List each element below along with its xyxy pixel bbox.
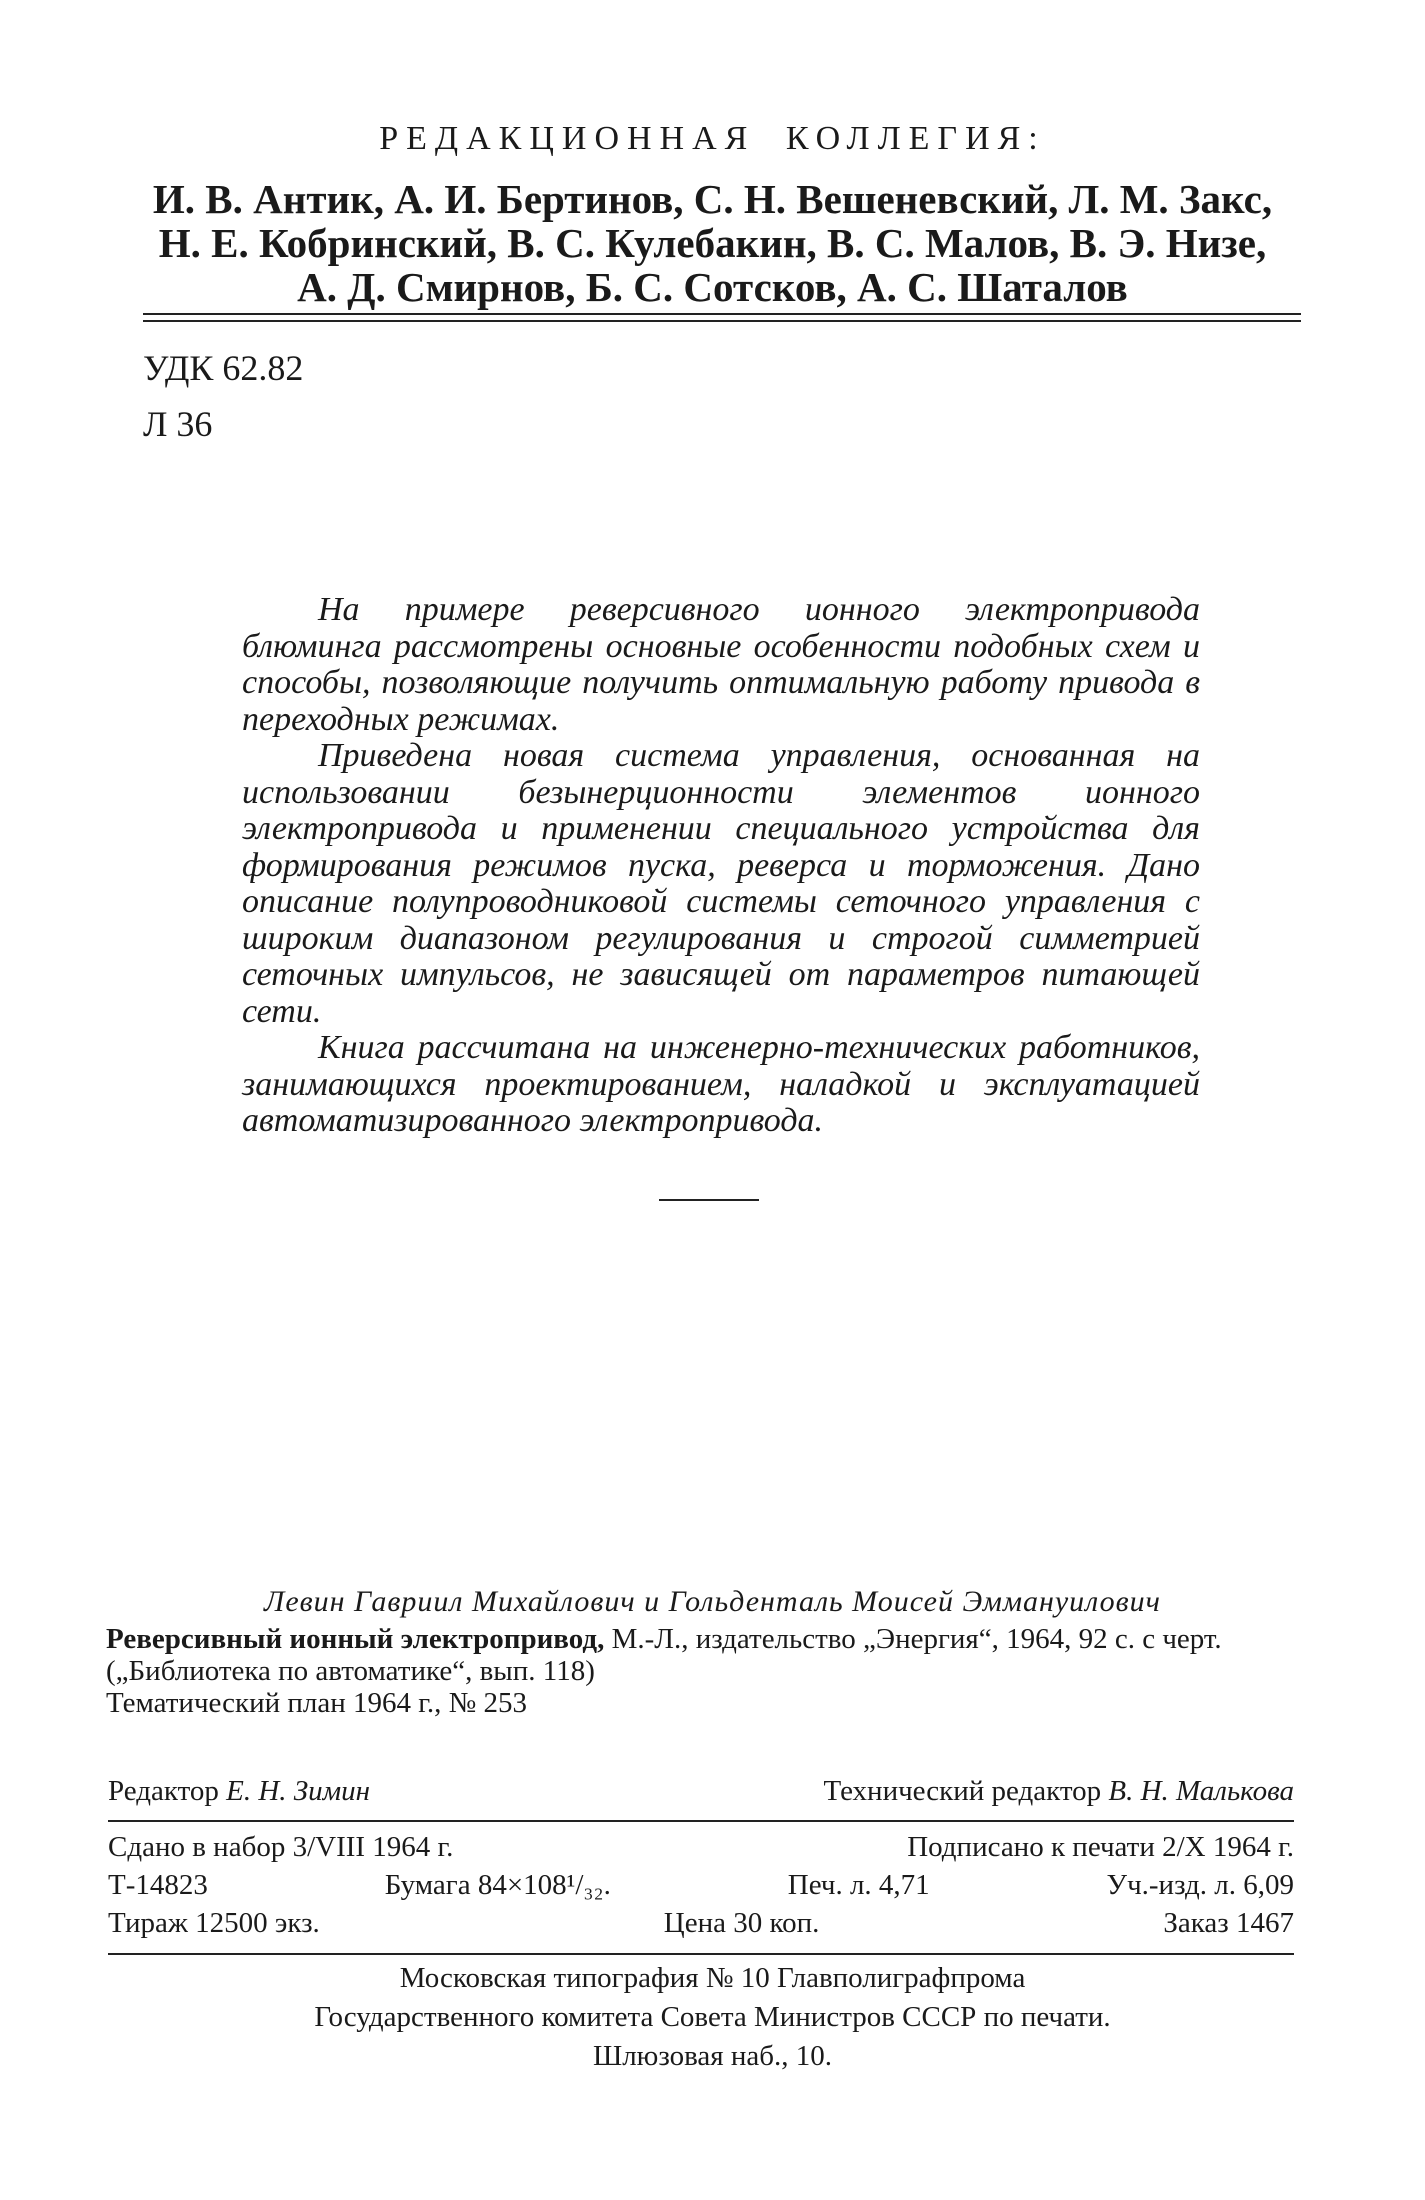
print-run: Тираж 12500 экз. — [108, 1907, 320, 1939]
sheets-row — [108, 1869, 1294, 1902]
paper-format: Бумага 84×108¹/₃₂. — [384, 1869, 611, 1901]
print-sheets: Печ. л. 4,71 — [787, 1869, 930, 1901]
technical-editor: Технический редактор В. Н. Малькова — [823, 1775, 1294, 1807]
printer-line-2: Государственного комитета Совета Министров СССР по печати. — [314, 2001, 1111, 2033]
abstract-paragraph-1: На примере реверсивного ионного электропривода блюминга рассмотрены основные особенности подобных схем и способы, позволяющие получить оптимальную работу привода в переходных режимах. — [242, 591, 1200, 738]
abstract — [242, 592, 1200, 1140]
imprint-rule-2 — [108, 1953, 1294, 1955]
imprint-rule-1 — [108, 1820, 1294, 1822]
top-rule-1 — [143, 313, 1301, 315]
editor: Редактор Е. Н. Зимин — [108, 1775, 371, 1807]
udk-code: УДК 62.82 — [143, 348, 304, 388]
technical-editor-name: В. Н. Малькова — [1108, 1775, 1294, 1807]
editorial-board-line-1: И. В. Антик, А. И. Бертинов, С. Н. Вешеневский, Л. М. Закс, — [152, 176, 1273, 222]
book-publication: М.-Л., издательство „Энергия“, 1964, 92 с. с черт. („Библиотека по автоматике“, вып. 118) — [106, 1623, 1222, 1687]
order-number: Заказ 1467 — [1163, 1907, 1294, 1939]
signed-date: Подписано к печати 2/X 1964 г. — [907, 1831, 1294, 1863]
printer-line-3: Шлюзовая наб., 10. — [592, 2040, 833, 2072]
order-code: Т-14823 — [108, 1869, 208, 1901]
printer-line-1: Московская типография № 10 Главполиграфпрома — [399, 1962, 1026, 1994]
run-row — [108, 1907, 1294, 1940]
book-authors: Левин Гавриил Михайлович и Гольденталь Моисей Эммануилович — [264, 1585, 1161, 1618]
abstract-paragraph-2: Приведена новая система управления, основанная на использовании безынерционности элементов ионного электропривода и применении специального устройства для формирования режимов пуска, реверса и торможения. Дано описание полупроводниковой системы сеточного управления с широким диапазоном регулирования и строгой симметрией сеточных импульсов, не зависящей от параметров питающей сети. — [242, 737, 1200, 1030]
abstract-paragraph-3: Книга рассчитана на инженерно-технических работников, занимающихся проектированием, наладкой и эксплуатацией автоматизированного электропривода. — [242, 1029, 1200, 1139]
dates-row — [108, 1831, 1294, 1864]
editors-row — [108, 1775, 1294, 1808]
publication-sheets: Уч.-изд. л. 6,09 — [1106, 1869, 1294, 1901]
separator — [659, 1199, 759, 1201]
thematic-plan: Тематический план 1964 г., № 253 — [106, 1687, 528, 1719]
editorial-board-line-2: Н. Е. Кобринский, В. С. Кулебакин, В. С. Малов, В. Э. Низе, — [158, 220, 1267, 266]
top-rule-2 — [143, 320, 1301, 322]
editorial-board-line-3: А. Д. Смирнов, Б. С. Сотсков, А. С. Шаталов — [297, 264, 1128, 310]
editorial-board-title: РЕДАКЦИОННАЯ КОЛЛЕГИЯ: — [379, 120, 1046, 157]
editor-name: Е. Н. Зимин — [226, 1775, 371, 1807]
book-title: Реверсивный ионный электропривод, — [106, 1623, 605, 1655]
price: Цена 30 коп. — [663, 1907, 820, 1939]
library-code: Л 36 — [143, 404, 213, 444]
book-description — [106, 1623, 1296, 1687]
typeset-date: Сдано в набор 3/VIII 1964 г. — [108, 1831, 454, 1863]
